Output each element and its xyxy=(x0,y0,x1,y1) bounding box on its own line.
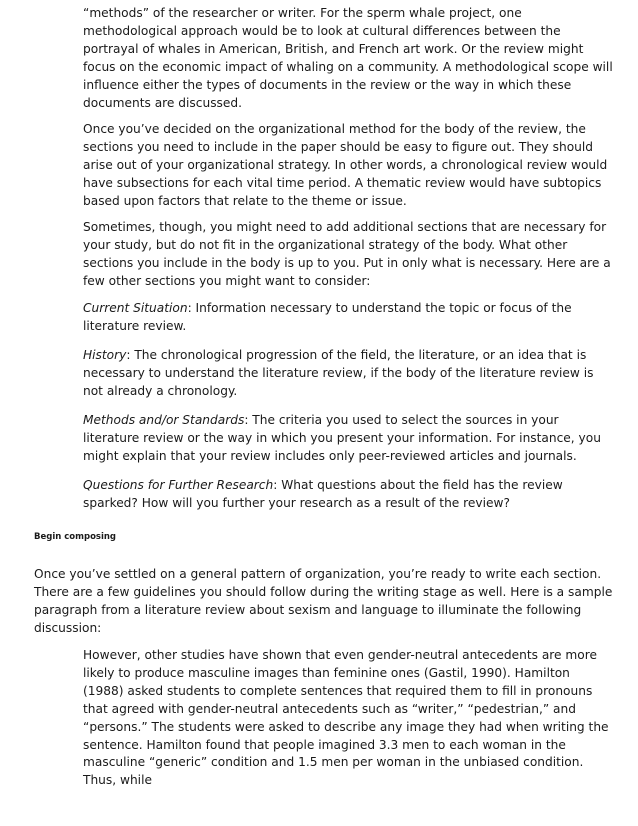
paragraph-begin-composing: Once you’ve settled on a general pattern of organization, you’re ready to write each section. There are a few guidelines you should follow during the writing stage as well. Here is a sample paragraph from a literature review about sexism and language to illuminate the following discussion: xyxy=(34,567,613,635)
section-history xyxy=(83,347,613,401)
paragraph-additional-sections: Sometimes, though, you might need to add additional sections that are necessary for your study, but do not fit in the organizational strategy of the body. What other sections you include in the body is up to you. Put in only what is necessary. Here are a few other sections you might want to consider: xyxy=(83,220,611,288)
section-methods-standards xyxy=(83,412,613,466)
section-current-situation xyxy=(83,300,613,336)
section-term: Current Situation xyxy=(83,301,188,315)
paragraph-organizational-method: Once you’ve decided on the organizational method for the body of the review, the sections you need to include in the paper should be easy to figure out. They should arise out of your organizational strategy. In other words, a chronological review would have subsections for each vital time period. A thematic review would have subtopics based upon factors that relate to the theme or issue. xyxy=(83,122,608,208)
section-desc: : The chronological progression of the field, the literature, or an idea that is necessary to understand the literature review, if the body of the literature review is not already a chronology. xyxy=(83,348,594,398)
section-term: History xyxy=(83,348,127,362)
section-term: Questions for Further Research xyxy=(83,478,274,492)
section-further-research xyxy=(83,477,613,513)
section-desc: : The criteria you used to select the sources in your literature review or the way in which you present your information. For instance, you might explain that your review includes only peer-reviewed articles and journals. xyxy=(83,413,601,463)
section-desc: : Information necessary to understand the topic or focus of the literature review. xyxy=(83,301,572,333)
block-quote: However, other studies have shown that even gender-neutral antecedents are more likely to produce masculine images than feminine ones (Gastil, 1990). Hamilton (1988) asked students to complete sentences that required them to fill in pronouns that agreed with gender-neutral antecedents such as “writer,” “pedestrian,” and “persons.” The students were asked to describe any image they had when writing the sentence. Hamilton found that people imagined 3.3 men to each woman in the masculine “generic” condition and 1.5 men per woman in the unbiased condition. Thus, while xyxy=(83,648,609,788)
paragraph-methods: “methods” of the researcher or writer. For the sperm whale project, one methodological approach would be to look at cultural differences between the portrayal of whales in American, British, and French art work. Or the review might focus on the economic impact of whaling on a community. A methodological scope will influence either the types of documents in the review or the way in which these documents are discussed. xyxy=(83,6,613,110)
section-term: Methods and/or Standards xyxy=(83,413,245,427)
section-heading: Begin composing xyxy=(34,532,117,542)
section-desc: : What questions about the field has the review sparked? How will you further your research as a result of the review? xyxy=(83,478,563,510)
